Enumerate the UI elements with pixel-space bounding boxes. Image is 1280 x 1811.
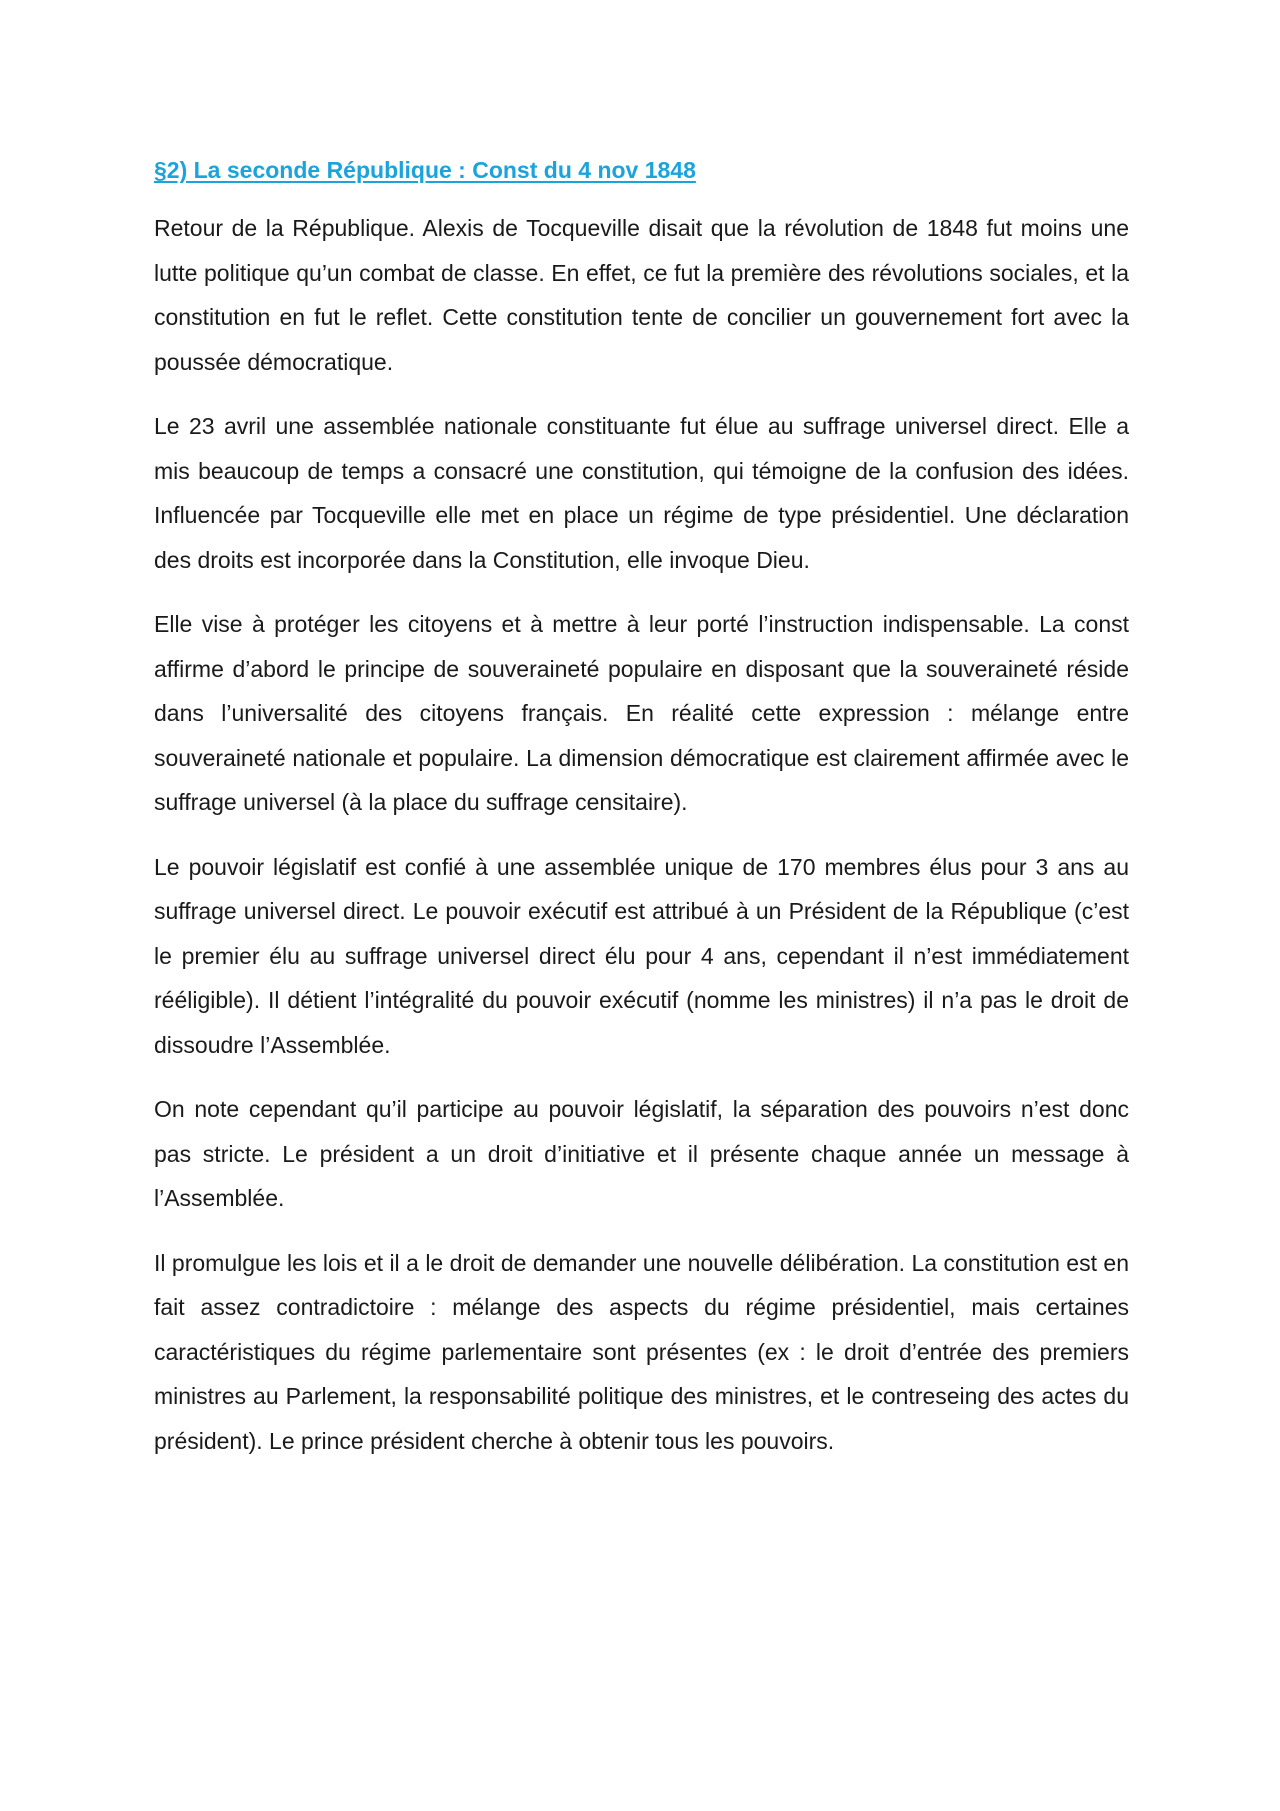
paragraph-separation: On note cependant qu’il participe au pouvoir législatif, la séparation des pouvoirs n’est donc pas stricte. Le président a un droit d’initiative et il présente chaque année un message à l’Assemblée. — [154, 1096, 1129, 1211]
paragraph-assembly-election: Le 23 avril une assemblée nationale constituante fut élue au suffrage universel direct. Elle a mis beaucoup de temps a consacré une constitution, qui témoigne de la confusion des idées. Influencée par Tocqueville elle met en place un régime de type présidentiel. Une déclaration des droits est incorporée dans la Constitution, elle invoque Dieu. — [154, 413, 1129, 573]
paragraph-contradictions: Il promulgue les lois et il a le droit de demander une nouvelle délibération. La constitution est en fait assez contradictoire : mélange des aspects du régime présidentiel, mais certaines caractéristiques du régime parlementaire sont présentes (ex : le droit d’entrée des premiers ministres au Parlement, la responsabilité politique des ministres, et le contreseing des actes du président). Le prince président cherche à obtenir tous les pouvoirs. — [154, 1249, 1129, 1454]
paragraph-intro: Retour de la République. Alexis de Tocqueville disait que la révolution de 1848 fut moins une lutte politique qu’un combat de classe. En effet, ce fut la première des révolutions sociales, et la constitution en fut le reflet. Cette constitution tente de concilier un gouvernement fort avec la poussée démocratique. — [154, 215, 1129, 375]
document-body — [154, 150, 1129, 1483]
section-heading: §2) La seconde République : Const du 4 nov 1848 — [154, 157, 696, 183]
paragraph-sovereignty: Elle vise à protéger les citoyens et à mettre à leur porté l’instruction indispensable. La const affirme d’abord le principe de souveraineté populaire en disposant que la souveraineté réside dans l’universalité des citoyens français. En réalité cette expression : mélange entre souveraineté nationale et populaire. La dimension démocratique est clairement affirmée avec le suffrage universel (à la place du suffrage censitaire). — [154, 611, 1129, 815]
paragraph-powers: Le pouvoir législatif est confié à une assemblée unique de 170 membres élus pour 3 ans au suffrage universel direct. Le pouvoir exécutif est attribué à un Président de la République (c’est le premier élu au suffrage universel direct élu pour 4 ans, cependant il n’est immédiatement rééligible). Il détient l’intégralité du pouvoir exécutif (nomme les ministres) il n’a pas le droit de dissoudre l’Assemblée. — [154, 853, 1129, 1058]
